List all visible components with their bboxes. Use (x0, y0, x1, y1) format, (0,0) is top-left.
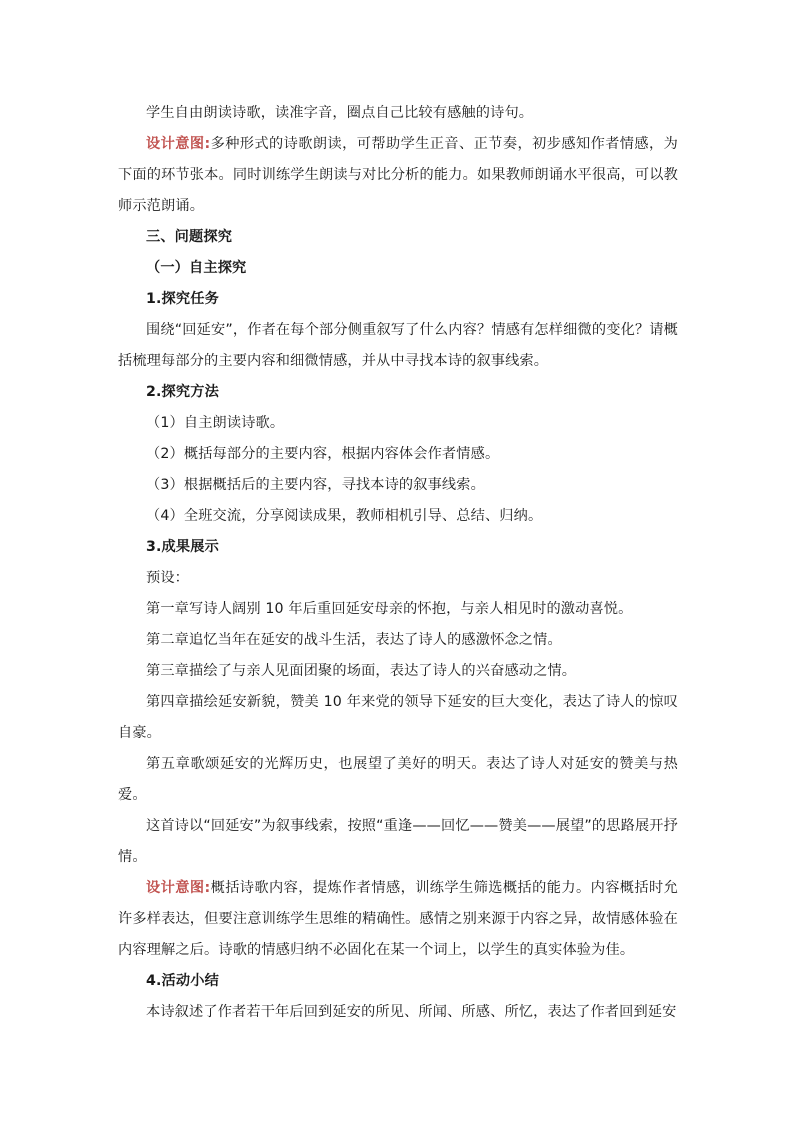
summary-paragraph: 本诗叙述了作者若干年后回到延安的所见、所闻、所感、所忆，表达了作者回到延安 (146, 1004, 677, 1020)
summary-heading: 4.活动小结 (146, 973, 219, 989)
section-3-heading: 三、问题探究 (146, 229, 233, 245)
result-heading: 3.成果展示 (146, 539, 219, 555)
design-intent-label: 设计意图: (146, 136, 211, 152)
chapter-3-summary: 第三章描绘了与亲人见面团聚的场面，表达了诗人的兴奋感动之情。 (146, 663, 577, 679)
document-body (118, 98, 678, 1028)
subsection-heading: （一）自主探究 (146, 260, 247, 276)
paragraph-reading: 学生自由朗读诗歌，读准字音，圈点自己比较有感触的诗句。 (146, 105, 534, 121)
method-heading: 2.探究方法 (146, 384, 219, 400)
chapter-1-summary: 第一章写诗人阔别 10 年后重回延安母亲的怀抱，与亲人相见时的激动喜悦。 (146, 601, 633, 617)
design-intent-2-text: 概括诗歌内容，提炼作者情感，训练学生筛选概括的能力。内容概括时允许多样表达，但要注意训练学生思维的精确性。感情之别来源于内容之异，故情感体验在内容理解之后。诗歌的情感归纳不必固化在某一个词上，以学生的真实体验为佳。 (118, 880, 678, 958)
task-paragraph: 围绕“回延安”，作者在每个部分侧重叙写了什么内容？情感有怎样细微的变化？请概括梳理每部分的主要内容和细微情感，并从中寻找本诗的叙事线索。 (118, 322, 678, 369)
task-heading: 1.探究任务 (146, 291, 219, 307)
design-intent-1 (118, 129, 678, 222)
chapter-2-summary: 第二章追忆当年在延安的战斗生活，表达了诗人的感激怀念之情。 (146, 632, 562, 648)
preset-label: 预设： (146, 570, 190, 586)
method-item-1: （1）自主朗读诗歌。 (146, 415, 285, 431)
chapter-4-summary: 第四章描绘延安新貌，赞美 10 年来党的领导下延安的巨大变化，表达了诗人的惊叹自豪。 (118, 694, 678, 741)
clue-paragraph: 这首诗以“回延安”为叙事线索，按照“重逢——回忆——赞美——展望”的思路展开抒情。 (118, 818, 678, 865)
design-intent-label: 设计意图: (146, 880, 211, 896)
method-item-2: （2）概括每部分的主要内容，根据内容体会作者情感。 (146, 446, 500, 462)
method-item-3: （3）根据概括后的主要内容，寻找本诗的叙事线索。 (146, 477, 485, 493)
method-item-4: （4）全班交流，分享阅读成果，教师相机引导、总结、归纳。 (146, 508, 543, 524)
chapter-5-summary: 第五章歌颂延安的光辉历史，也展望了美好的明天。表达了诗人对延安的赞美与热爱。 (118, 756, 678, 803)
design-intent-2 (118, 873, 678, 966)
design-intent-1-text: 多种形式的诗歌朗读，可帮助学生正音、正节奏，初步感知作者情感，为下面的环节张本。同时训练学生朗读与对比分析的能力。如果教师朗诵水平很高，可以教师示范朗诵。 (118, 136, 678, 214)
